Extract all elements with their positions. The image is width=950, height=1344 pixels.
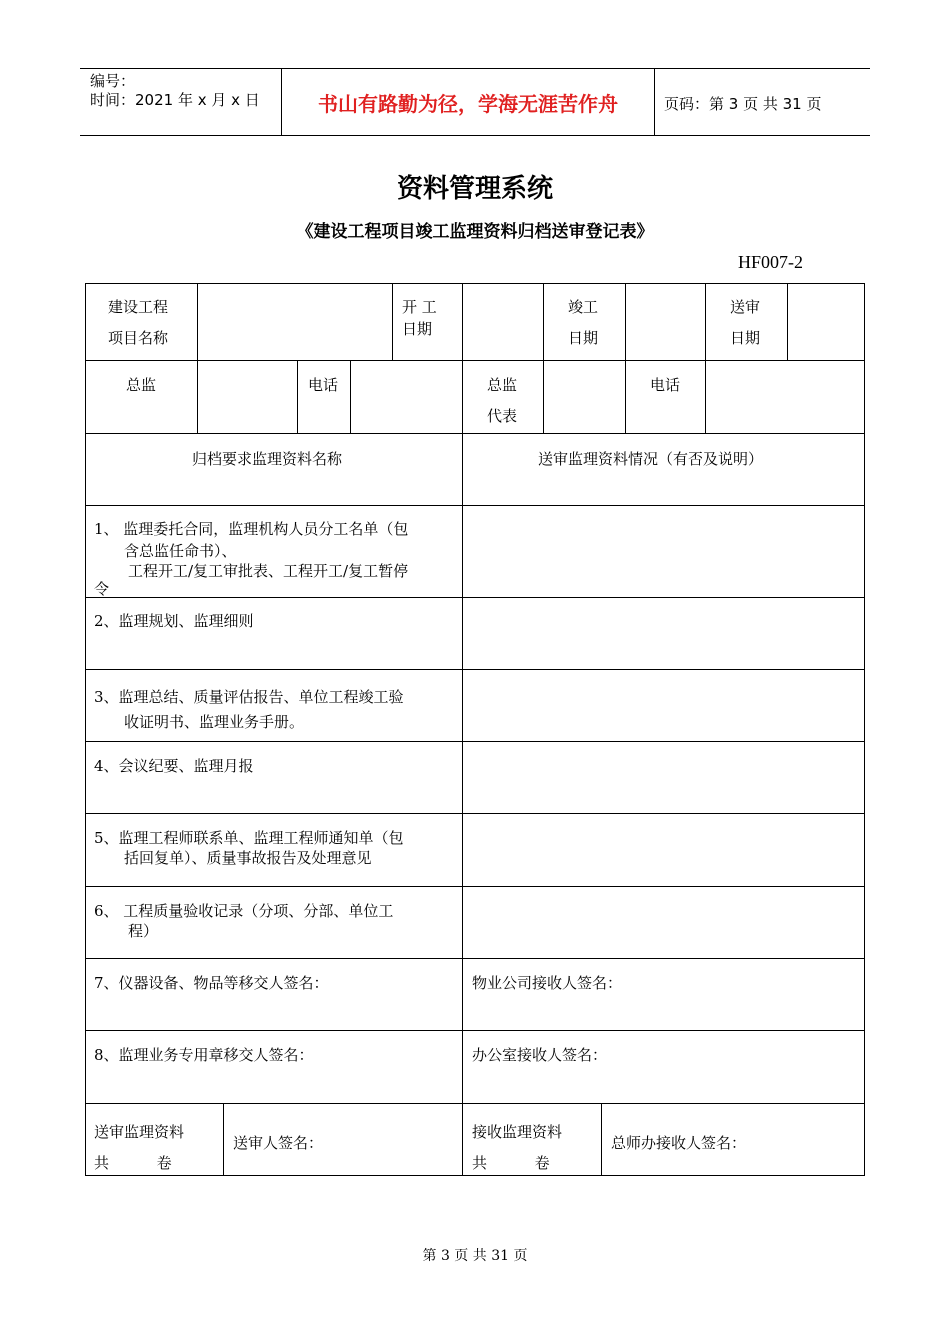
item-8-handover-signature: 8、监理业务专用章移交人签名：	[94, 1046, 314, 1064]
submitted-volumes-label-line1: 送审监理资料	[94, 1123, 185, 1141]
start-date-label-line1: 开 工	[402, 298, 437, 316]
submitted-volumes-label-line2: 共 卷	[94, 1154, 172, 1172]
page-title: 资料管理系统	[396, 174, 553, 204]
phone-label-1: 电话	[308, 376, 339, 394]
item-2: 2、监理规划、监理细则	[94, 612, 254, 630]
item-4: 4、会议纪要、监理月报	[94, 757, 254, 775]
page-footer: 第 3 页 共 31 页	[422, 1248, 528, 1264]
item-5-line2: 括回复单）、质量事故报告及处理意见	[124, 849, 372, 867]
item-7-handover-signature: 7、仪器设备、物品等移交人签名：	[94, 974, 329, 992]
chief-supervisor-label: 总监	[126, 376, 157, 394]
submit-date-label-line2: 日期	[730, 329, 761, 347]
item-3-line2: 收证明书、监理业务手册。	[124, 713, 305, 731]
received-volumes-label-line1: 接收监理资料	[472, 1123, 563, 1141]
project-name-label-line1: 建设工程	[108, 298, 169, 316]
document-time-label: 时间：2021 年 x 月 x 日	[90, 91, 260, 109]
completion-date-label-line2: 日期	[568, 329, 599, 347]
item-6-line1: 6、 工程质量验收记录（分项、分部、单位工	[94, 902, 394, 920]
office-receiver-signature: 办公室接收人签名：	[472, 1046, 608, 1064]
archive-requirement-header: 归档要求监理资料名称	[192, 450, 343, 468]
form-subtitle: 《建设工程项目竣工监理资料归档送审登记表》	[296, 222, 654, 242]
chief-office-receiver-signature: 总师办接收人签名：	[611, 1134, 747, 1152]
item-3-line1: 3、监理总结、质量评估报告、单位工程竣工验	[94, 688, 404, 706]
page-indicator: 页码：第 3 页 共 31 页	[664, 95, 822, 113]
item-1-line1: 1、 监理委托合同，监理机构人员分工名单（包	[94, 520, 409, 538]
property-company-receiver-signature: 物业公司接收人签名：	[472, 974, 623, 992]
completion-date-label-line1: 竣工	[568, 298, 599, 316]
received-volumes-label-line2: 共 卷	[472, 1154, 550, 1172]
item-1-line4: 令	[94, 580, 110, 598]
item-1-line2: 含总监任命书）、	[124, 542, 237, 560]
form-code: HF007-2	[738, 252, 804, 272]
submitter-signature: 送审人签名：	[233, 1134, 324, 1152]
header-motto: 书山有路勤为径，学海无涯苦作舟	[318, 91, 618, 116]
submission-status-header: 送审监理资料情况（有否及说明）	[538, 450, 764, 468]
chief-rep-label-line2: 代表	[487, 407, 518, 425]
chief-rep-label-line1: 总监	[487, 376, 518, 394]
start-date-label-line2: 日期	[402, 320, 433, 338]
item-1-line3: 工程开工/复工审批表、工程开工/复工暂停	[128, 562, 409, 580]
project-name-label-line2: 项目名称	[108, 329, 169, 347]
item-5-line1: 5、监理工程师联系单、监理工程师通知单（包	[94, 829, 404, 847]
phone-label-2: 电话	[650, 376, 681, 394]
submit-date-label-line1: 送审	[730, 298, 761, 316]
item-6-line2: 程）	[128, 922, 159, 940]
document-number-label: 编号：	[90, 72, 136, 90]
